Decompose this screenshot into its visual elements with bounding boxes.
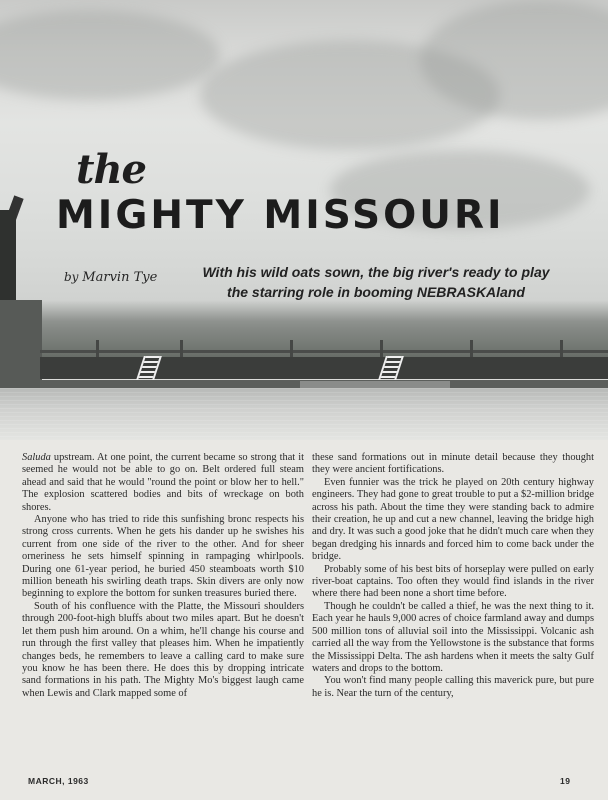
page-title: MIGHTY MISSOURI xyxy=(56,193,505,238)
paragraph: Anyone who has tried to ride this sunfishing bronc respects his strong cross currents. When he gets his dander up he swishes his current from one side of the river to the other. And for sheer orneriness he sets himself spinning in rampaging whirlpools. During one 61-year period, he buried 450 steamboats worth $10 million beneath his swirling death traps. Skin divers are only now beginning to explore the bottom for sunken treasures buried there. xyxy=(22,514,304,600)
river-water xyxy=(0,388,608,440)
cloud-shape xyxy=(0,10,220,100)
bridge-post xyxy=(470,340,473,358)
bridge-post xyxy=(180,340,183,358)
body-column-right xyxy=(312,452,594,700)
title-the: the xyxy=(76,146,147,193)
paragraph: South of his confluence with the Platte, the Missouri shoulders through 200-foot-high bluffs about two miles apart. But he doesn't let them push him around. On a whim, he'll change his course and run through the first valley that pleases him. When he impatiently changes beds, he remembers to leave a calling card to make sure you know he has been there. He does this by dropping intricate sand formations in his path. The Mighty Mo's biggest laugh came when Lewis and Clark mapped some of xyxy=(22,600,304,699)
byline xyxy=(64,270,157,285)
bridge-post xyxy=(560,340,563,358)
tugboat xyxy=(0,300,42,390)
subtitle: With his wild oats sown, the big river's ready to play the starring role in booming NEBRASKAland xyxy=(202,264,550,300)
byline-author: Marvin Tye xyxy=(82,270,158,285)
issue-date: MARCH, 1963 xyxy=(28,776,89,786)
byline-prefix: by xyxy=(64,270,79,284)
paragraph: Though he couldn't be called a thief, he was the next thing to it. Each year he hauls 9,000 acres of choice farmland away and dumps 500 million tons of alluvial soil into the Mississippi. Volcanic ash carried all the way from the Yellowstone is the substance that forms the Mississippi Delta. The ash hardens when it meets the salty Gulf waters and drops to the bottom. xyxy=(312,600,594,674)
body-column-left xyxy=(22,452,304,700)
boat-name: Saluda xyxy=(22,452,51,463)
bridge-deck xyxy=(40,357,608,379)
paragraph: Even funnier was the trick he played on 20th century highway engineers. They had gone to great trouble to put a $2-million bridge across his path. About the time they were standing back to admire their creation, he up and cut a new channel, leaving the bridge high and dry. It was such a good joke that he didn't much care when they began dredging his innards and forced him to come back under the bridge. xyxy=(312,476,595,563)
paragraph: these sand formations out in minute detail because they thought they were ancient fortifications. xyxy=(312,452,594,476)
bridge-post xyxy=(96,340,99,358)
paragraph: Probably some of his best bits of horseplay were pulled on early river-boat captains. Too often they would find islands in the river where there had been none a short time before. xyxy=(312,563,594,600)
paragraph: Saluda upstream. At one point, the current became so strong that it seemed he would not be able to go on. Belt ordered full steam ahead and said that he would "round the point or blow her to hell." The explosion scattered bodies and bits of wreckage on both shores. xyxy=(22,452,304,513)
bridge-post xyxy=(380,340,383,358)
bridge-post xyxy=(290,340,293,358)
bridge-rail xyxy=(40,350,608,353)
paragraph: You won't find many people calling this maverick pure, but pure he is. Near the turn of the century, xyxy=(312,675,594,699)
page-number: 19 xyxy=(560,776,571,786)
